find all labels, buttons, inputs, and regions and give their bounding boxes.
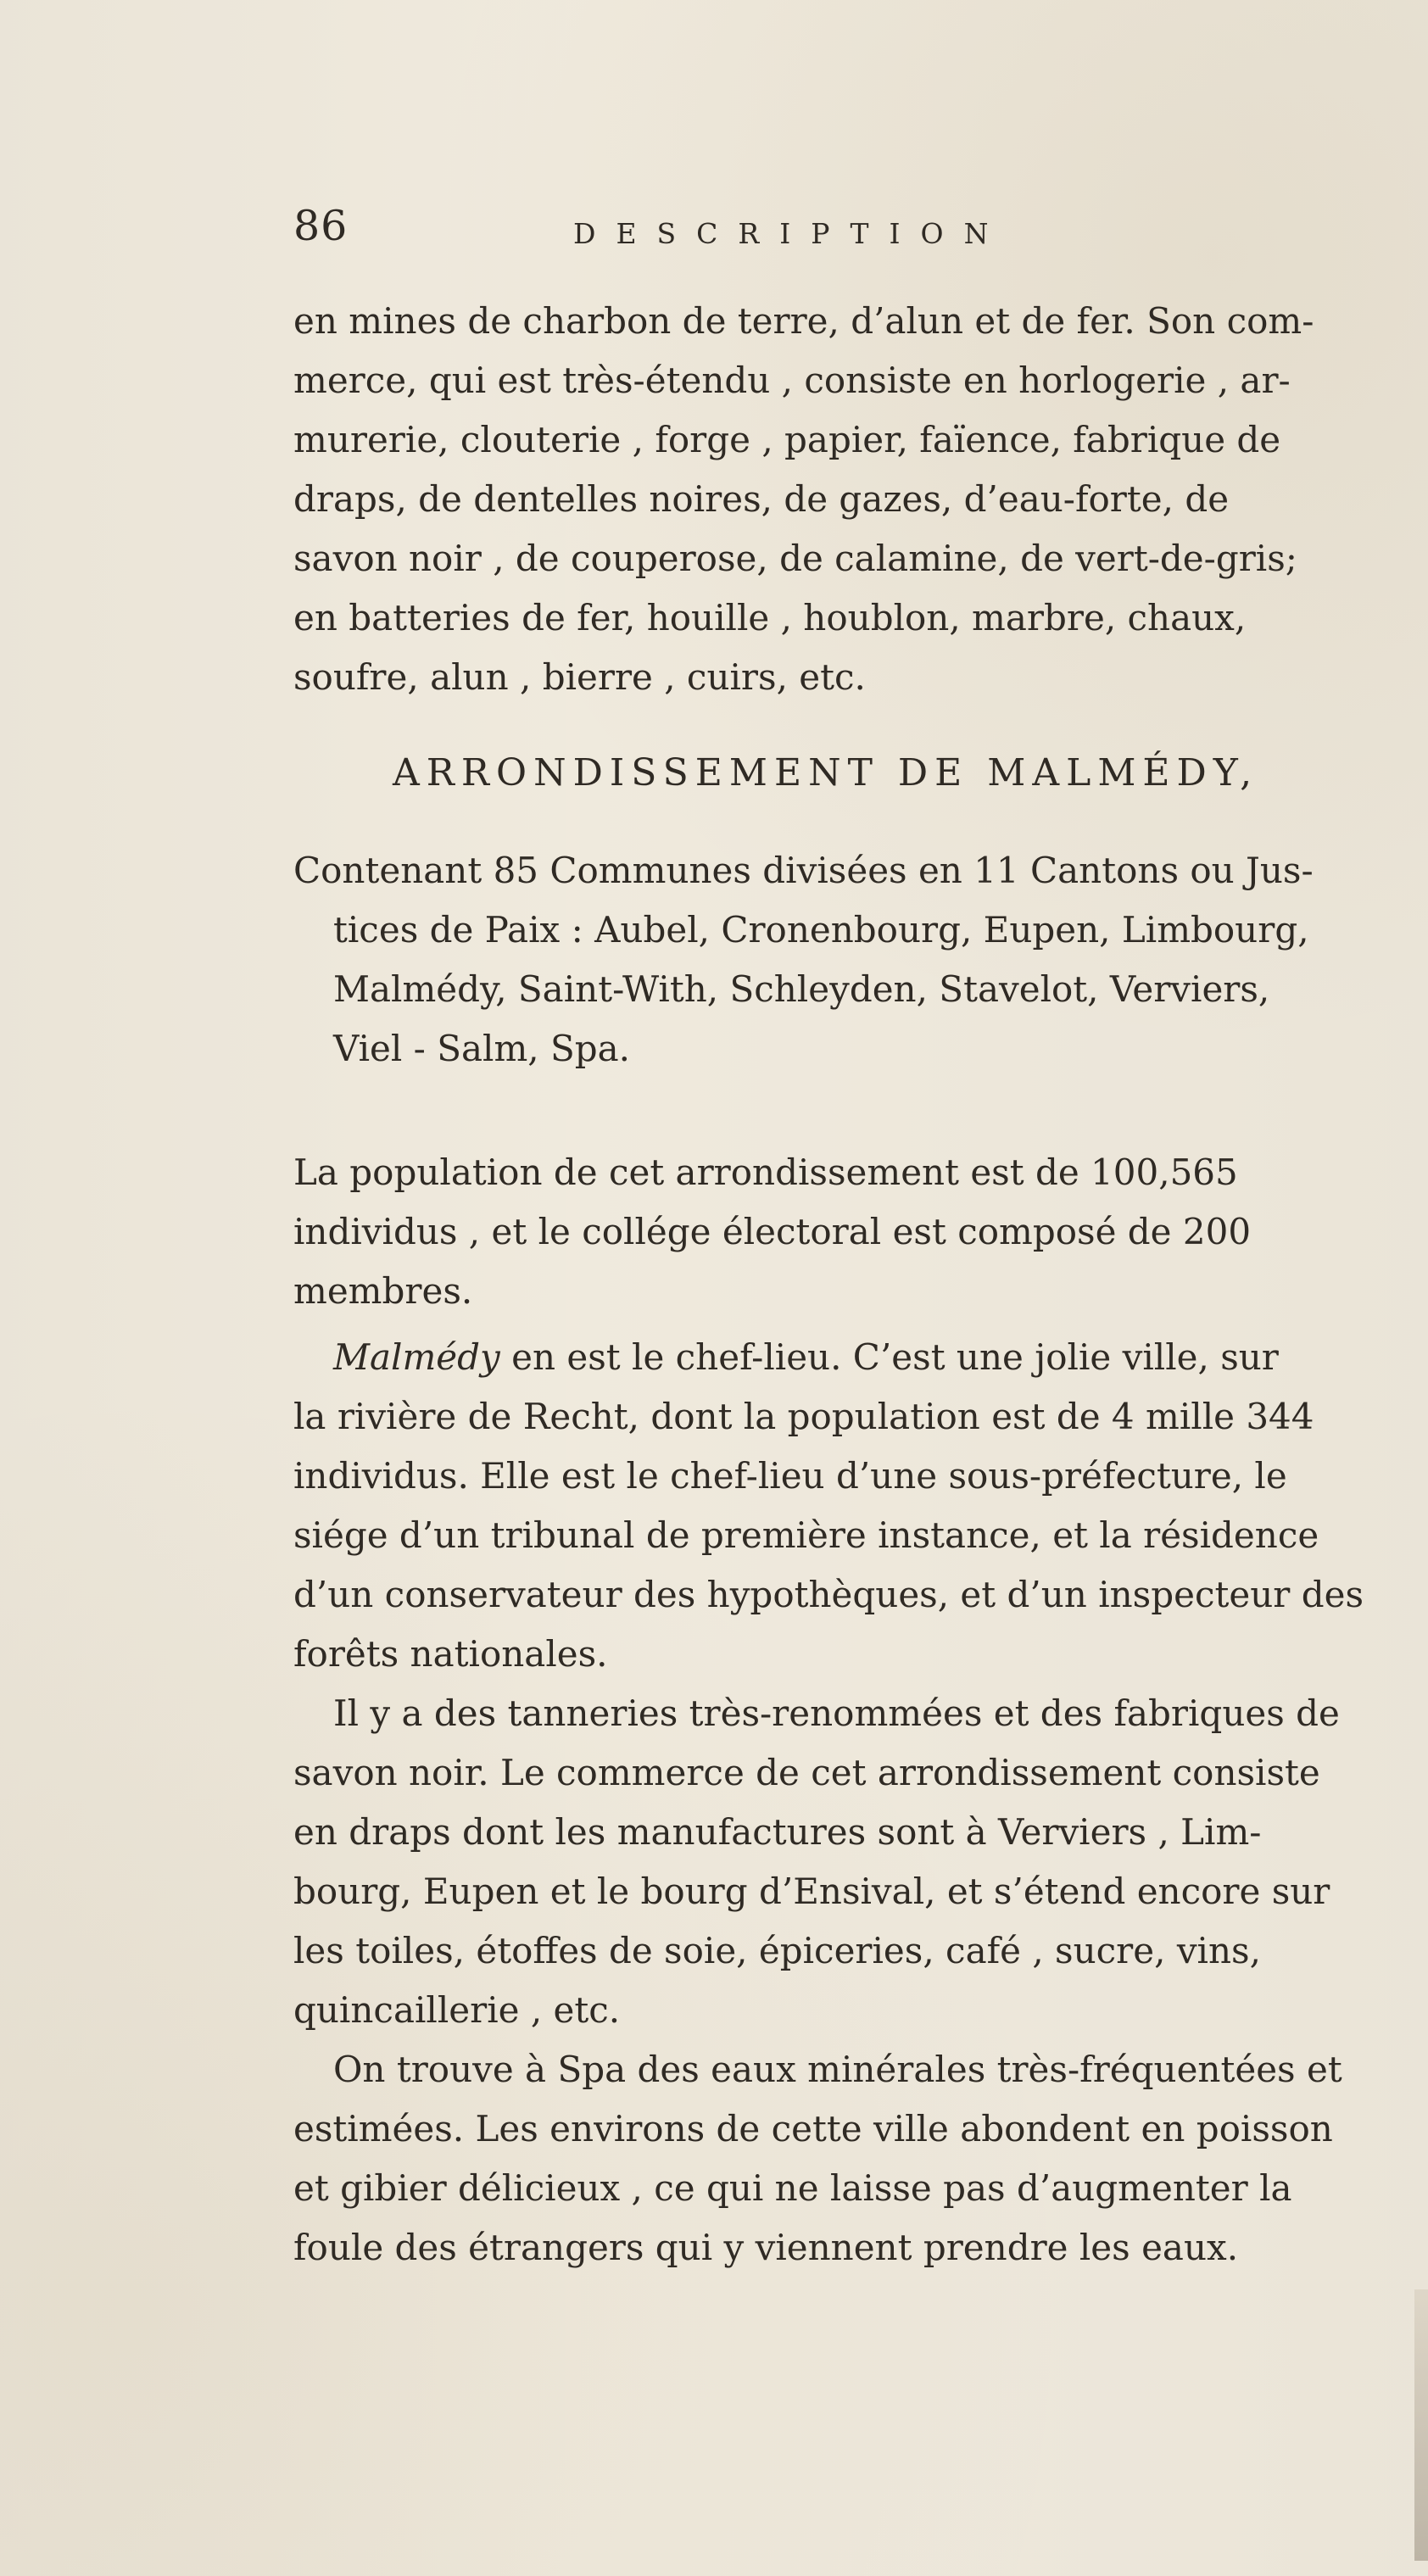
contenant-block <box>293 841 1406 1079</box>
page-content <box>293 202 1406 2278</box>
paragraph-line: en mines de charbon de terre, d’alun et de fer. Son com- <box>293 300 1314 342</box>
paragraph-line: en batteries de fer, houille , houblon, marbre, chaux, <box>293 597 1247 638</box>
paragraph-line: savon noir , de couperose, de calamine, de vert-de-gris; <box>293 538 1297 579</box>
malmedy-text <box>293 1328 1406 1684</box>
population-paragraph <box>293 1143 1406 1321</box>
spa-line: estimées. Les environs de cette ville abondent en poisson <box>293 2108 1333 2149</box>
page-number: 86 <box>293 202 349 250</box>
spa-line: On trouve à Spa des eaux minérales très-fréquentées et <box>333 2049 1342 2090</box>
malmedy-line-rest: en est le chef-lieu. C’est une jolie ville, sur <box>499 1336 1279 1378</box>
malmedy-paragraph <box>293 1328 1406 1684</box>
malmedy-line: individus. Elle est le chef-lieu d’une sous-préfecture, le <box>293 1455 1287 1497</box>
paragraph-line: merce, qui est très-étendu , consiste en horlogerie , ar- <box>293 360 1291 401</box>
commerce-line: Il y a des tanneries très-renommées et des fabriques de <box>333 1692 1340 1734</box>
contenant-line: Contenant 85 Communes divisées en 11 Cantons ou Jus- <box>293 850 1314 891</box>
page-header <box>293 202 1406 276</box>
contenant-line: tices de Paix : Aubel, Cronenbourg, Eupen, Limbourg, <box>333 909 1309 951</box>
paragraph-spacer <box>293 1321 1406 1328</box>
spa-text <box>293 2040 1406 2278</box>
spa-line: et gibier délicieux , ce qui ne laisse pas d’augmenter la <box>293 2167 1292 2209</box>
page-edge-shadow <box>1414 2289 1428 2561</box>
malmedy-first-line <box>293 1328 1406 1387</box>
commerce-paragraph <box>293 1684 1406 2040</box>
running-title: DESCRIPTION <box>573 217 1009 250</box>
malmedy-line: forêts nationales. <box>293 1633 608 1675</box>
paragraph-spacer <box>293 1079 1406 1143</box>
paragraph-line: murerie, clouterie , forge , papier, faïence, fabrique de <box>293 419 1281 460</box>
commerce-line: quincaillerie , etc. <box>293 1989 621 2031</box>
paragraph-line: draps, de dentelles noires, de gazes, d’eau-forte, de <box>293 478 1230 520</box>
commerce-line: savon noir. Le commerce de cet arrondissement consiste <box>293 1752 1320 1793</box>
section-title: ARRONDISSEMENT DE MALMÉDY, <box>393 751 1259 795</box>
malmedy-line: d’un conservateur des hypothèques, et d’un inspecteur des <box>293 1574 1364 1615</box>
population-line: La population de cet arrondissement est de 100,565 <box>293 1151 1238 1193</box>
paragraph-text <box>293 292 1406 707</box>
contenant-line: Viel - Salm, Spa. <box>333 1028 631 1069</box>
population-text <box>293 1143 1406 1321</box>
spa-paragraph <box>293 2040 1406 2278</box>
spa-line: foule des étrangers qui y viennent prendre les eaux. <box>293 2227 1239 2268</box>
commerce-line: bourg, Eupen et le bourg d’Ensival, et s’étend encore sur <box>293 1871 1330 1912</box>
population-line: membres. <box>293 1270 473 1312</box>
contenant-text <box>293 841 1406 1079</box>
commerce-line: les toiles, étoffes de soie, épiceries, café , sucre, vins, <box>293 1930 1261 1971</box>
population-line: individus , et le collége électoral est composé de 200 <box>293 1211 1252 1252</box>
malmedy-italic: Malmédy <box>333 1336 500 1378</box>
malmedy-line: siége d’un tribunal de première instance, et la résidence <box>293 1514 1319 1556</box>
contenant-line: Malmédy, Saint-With, Schleyden, Stavelot, Verviers, <box>333 968 1270 1010</box>
commerce-line: en draps dont les manufactures sont à Verviers , Lim- <box>293 1811 1262 1853</box>
opening-paragraph <box>293 292 1406 707</box>
paragraph-line: soufre, alun , bierre , cuirs, etc. <box>293 656 866 698</box>
commerce-text <box>293 1684 1406 2040</box>
malmedy-line: la rivière de Recht, dont la population est de 4 mille 344 <box>293 1396 1314 1437</box>
